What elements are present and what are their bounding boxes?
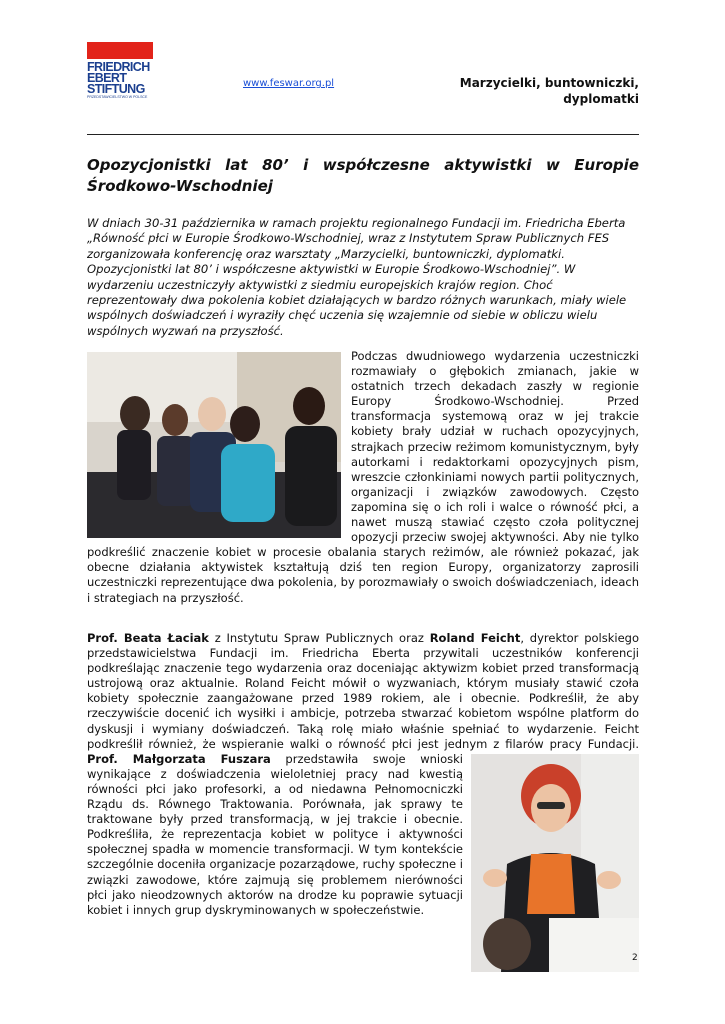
paragraph-1-text: Podczas dwudniowego wydarzenia uczestniczki rozmawiały o głębokich zmianach, jakie w ostatnich trzech dekadach zaszły w regionie Europy Środkowo-Wschodniej. Przed transformacja systemową oraz w jej trakcie kobiety brały udział w ruchach opozycyjnych, strajkach przeciw reżimom komunistycznym, były autorkami i redaktorkami opozycyjnych pism, wreszcie członkiniami nowych partii politycznych, organizacji i związków zawodowych. Często zapomina się o ich roli i walce o równość płci, a nawet muszą stawiać często czoła politycznej opozycji przeciw swojej aktywności. Aby nie tylko podkreślić znaczenie kobiet w procesie obalania starych reżimów, ale również pokazać, jak obecne działania aktywistek kształtują dziś ten region Europy, organizatorzy zaprosili uczestniczki reprezentujące dwa pokolenia, by porozmawiały o swoich doświadczeniach, ideach i strategiach na przyszłość. [87,349,639,605]
page-number: 2 [632,953,638,963]
header-divider [87,134,639,135]
logo-line: STIFTUNG [87,82,145,96]
logo-line: EBERT [87,71,127,85]
logo-red-bar [87,42,153,59]
logo-subtitle: PRZEDSTAWICIELSTWO W POLSCE [87,95,148,99]
conference-audience-photo [87,352,341,538]
fes-logo [87,42,153,100]
website-link[interactable]: www.feswar.org.pl [243,78,335,89]
article-paragraph-1 [87,349,639,606]
speaker-name-fuszara: Prof. Małgorzata Fuszara [87,751,271,766]
logo-wordmark [87,62,153,95]
logo-line: FRIEDRICH [87,60,150,74]
article-title: Opozycjonistki lat 80’ i współczesne aktywistki w Europie Środkowo-Wschodniej [87,156,639,195]
paragraph-2-text-3: przedstawiła swoje wnioski wynikające z doświadczenia wieloletniej pracy nad kwestią równości płci jako profesorki, a od niedawna Pełnomocniczki Rządu ds. Równego Traktowania. Porównała, jak sprawy te traktowane były przed transformacją, w jej trakcie i obecnie. Podkreśliła, że reprezentacja kobiet w polityce i aktywności społecznej spadła w momencie transformacji. W tym kontekście szczególnie doceniła organizacje pozarządowe, ruchy społeczne i związki zawodowe, które zajmują się problemem nierówności płci jako nieodzownych aktorów na drodze ku poprawie sytuacji kobiet i innych grup dyskryminowanych w społeczeństwie. [87,751,463,917]
article-lead: W dniach 30-31 października w ramach projektu regionalnego Fundacji im. Friedricha Eberta „Równość płci w Europie Środkowo-Wschodniej, wraz z Instytutem Spraw Publicznych FES zorganizowała konferencję oraz warsztaty „Marzycielki, buntowniczki, dyplomatki. Opozycjonistki lat 80’ i współczesne aktywistki w Europie Środkowo-Wschodniej”. W wydarzeniu uczestniczyły aktywistki z siedmiu europejskich krajów region. Choć reprezentowały dwa pokolenia kobiet działających w bardzo różnych warunkach, miały wiele wspólnych doświadczeń i wyraziły chęć uczenia się wzajemnie od siebie w obliczu wielu wspólnych wyzwań na przyszłość. [87,216,627,338]
paragraph-2-text-1: z Instytutu Spraw Publicznych oraz [208,631,430,645]
speaker-photo [471,754,639,972]
speaker-name-laciak: Prof. Beata Łaciak [87,631,209,645]
header-title: Marzycielki, buntowniczki, dyplomatki [459,76,639,106]
paragraph-2-text-2: , dyrektor polskiego przedstawicielstwa Fundacji im. Friedricha Eberta przywitali uczestników konferencji podkreślając znaczenie tego wydarzenia oraz doceniając aktywizm kobiet przed transformacją ustrojową oraz aktualnie. Roland Feicht mówił o wyzwaniach, którym musiały stawić czoła kobiety społecznie zaangażowane przed 1989 rokiem, ale i obecnie. Podkreślił, że aby rzeczywiście docenić ich wysiłki i ambicje, potrzeba stwarzać kobietom wspólne platform do dyskusji i wymiany doświadczeń. Taką rolę miało właśnie spełniać to wydarzenie. Feicht podkreślił również, że wspieranie walki o równość płci jest jednym z filarów pracy Fundacji. [87,631,639,751]
speaker-name-feicht: Roland Feicht [429,631,521,645]
article-paragraph-2 [87,631,639,976]
